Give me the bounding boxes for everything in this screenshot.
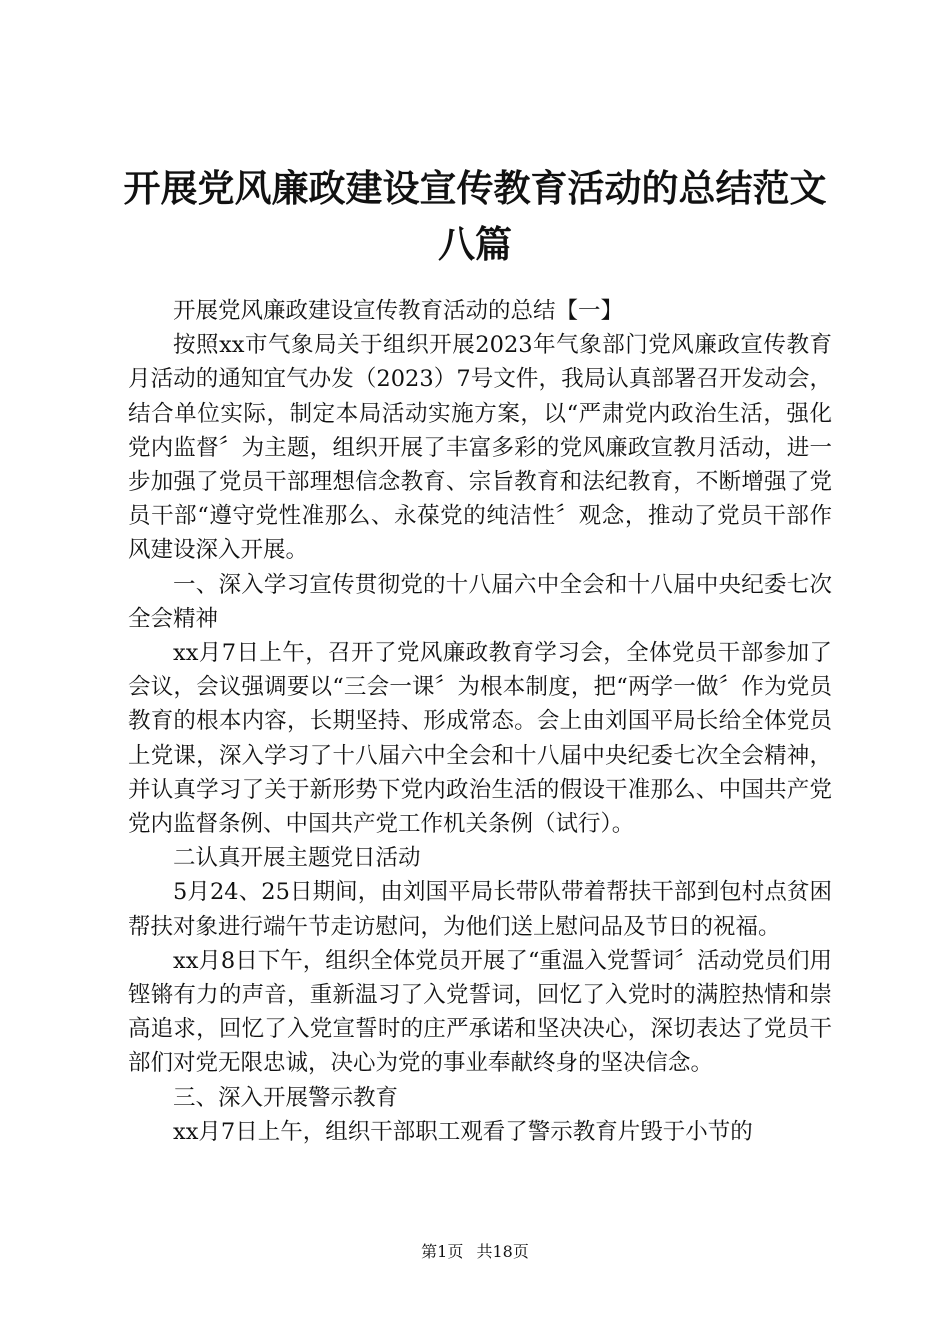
document-body: [128, 294, 832, 1149]
page-number: 第1页: [421, 1242, 464, 1261]
section-heading: 二认真开展主题党日活动: [173, 845, 421, 872]
section-heading: 开展党风廉政建设宣传教育活动的总结【一】: [173, 298, 624, 324]
section-heading: 一、深入学习宣传贯彻党的十八届六中全会和十八届中央纪委七次全会精神: [128, 571, 832, 632]
section-heading: 三、深入开展警示教育: [173, 1084, 399, 1111]
body-paragraph: 按照xx市气象局关于组织开展2023年气象部门党风廉政宣传教育月活动的通知宜气办发（2023）7号文件，我局认真部署召开发动会，结合单位实际，制定本局活动实施方案，以“严肃党内政治生活，强化党内监督〞为主题，组织开展了丰富多彩的党风廉政宣教月活动，进一步加强了党员干部理想信念教育、宗旨教育和法纪教育，不断增强了党员干部“遵守党性准那么、永葆党的纯洁性〞观念，推动了党员干部作风建设深入开展。: [128, 332, 832, 564]
body-paragraph: 5月24、25日期间，由刘国平局长带队带着帮扶干部到包村点贫困帮扶对象进行端午节走访慰问，为他们送上慰问品及节日的祝福。: [128, 879, 832, 940]
document-title: 开展党风廉政建设宣传教育活动的总结范文八篇: [123, 166, 827, 266]
body-paragraph: xx月7日上午，组织干部职工观看了警示教育片毁于小节的: [173, 1118, 753, 1145]
body-paragraph: xx月8日下午，组织全体党员开展了“重温入党誓词〞活动党员们用铿锵有力的声音，重新温习了入党誓词，回忆了入党时的满腔热情和崇高追求，回忆了入党宣誓时的庄严承诺和坚决决心，深切表达了党员干部们对党无限忠诚，决心为党的事业奉献终身的坚决信念。: [128, 947, 832, 1077]
page-footer: [0, 1242, 950, 1262]
body-paragraph: xx月7日上午，召开了党风廉政教育学习会，全体党员干部参加了会议，会议强调要以“三会一课〞为根本制度，把“两学一做〞作为党员教育的根本内容，长期坚持、形成常态。会上由刘国平局长给全体党员上党课，深入学习了十八届六中全会和十八届中央纪委七次全会精神，并认真学习了关于新形势下党内政治生活的假设干准那么、中国共产党党内监督条例、中国共产党工作机关条例（试行）。: [128, 640, 832, 838]
page-total: 共18页: [476, 1242, 529, 1261]
